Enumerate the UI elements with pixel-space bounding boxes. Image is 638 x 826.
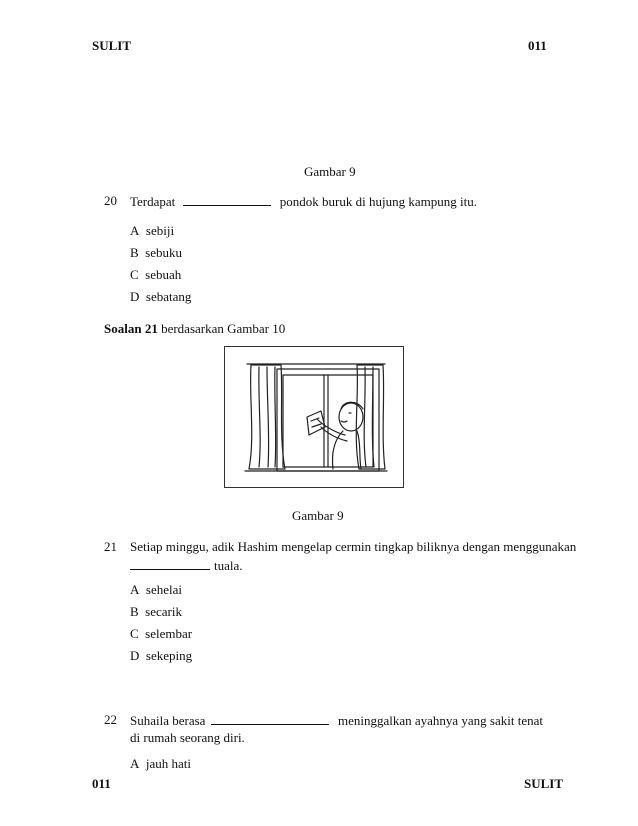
option-letter: A [130,756,140,771]
question-22-number: 22 [104,712,117,727]
footer-left: 011 [92,776,111,791]
option-text: secarik [145,604,182,619]
option-text: sebiji [145,223,175,238]
q21-option-d [130,648,192,664]
right-curtain [356,365,385,469]
figure-caption-mid: Gambar 9 [292,508,344,523]
option-letter: B [130,245,139,260]
header-left: SULIT [92,38,132,53]
question-20-after: pondok buruk di hujung kampung itu. [279,194,477,209]
question-22-blank [211,712,329,725]
question-21-line1: Setiap minggu, adik Hashim mengelap cermin tingkap biliknya dengan menggunakan [130,539,577,554]
q20-option-a [130,223,174,239]
option-text: sebuah [145,267,182,282]
option-text: jauh hati [145,756,192,771]
option-letter: C [130,267,139,282]
figure-caption-top: Gambar 9 [304,164,356,179]
question-21-blank [130,557,210,570]
option-text: sehelai [145,582,182,597]
question-21-line2 [130,557,243,574]
q21-option-b [130,604,182,620]
section-21-bold: Soalan 21 [104,321,158,336]
footer-right: SULIT [524,776,564,791]
option-text: selembar [145,626,193,641]
figure-illustration [224,346,404,488]
q20-option-d [130,289,191,305]
question-20-blank [183,193,271,206]
window-boy-drawing [225,347,403,487]
boy-head [339,403,363,431]
q20-option-c [130,267,181,283]
option-letter: C [130,626,139,641]
question-22-after: meninggalkan ayahnya yang sakit tenat [337,713,543,728]
option-letter: A [130,582,140,597]
option-text: sebuku [145,245,183,260]
option-letter: A [130,223,140,238]
section-21-rest: berdasarkan Gambar 10 [161,321,286,336]
option-letter: D [130,289,140,304]
q21-option-c [130,626,192,642]
question-20-before: Terdapat [130,194,176,209]
question-21-after: tuala. [214,558,243,573]
option-text: sebatang [145,289,192,304]
q20-option-b [130,245,182,261]
section-21-heading [104,321,285,337]
q21-option-a [130,582,182,598]
question-20-text [130,193,477,210]
question-20-number: 20 [104,193,117,208]
option-text: sekeping [145,648,193,663]
q22-option-a [130,756,191,772]
question-22-before: Suhaila berasa [130,713,206,728]
header-right: 011 [528,38,547,53]
question-22-line1 [130,712,543,729]
option-letter: B [130,604,139,619]
option-letter: D [130,648,140,663]
question-21-number: 21 [104,539,117,554]
question-22-line2: di rumah seorang diri. [130,730,245,745]
